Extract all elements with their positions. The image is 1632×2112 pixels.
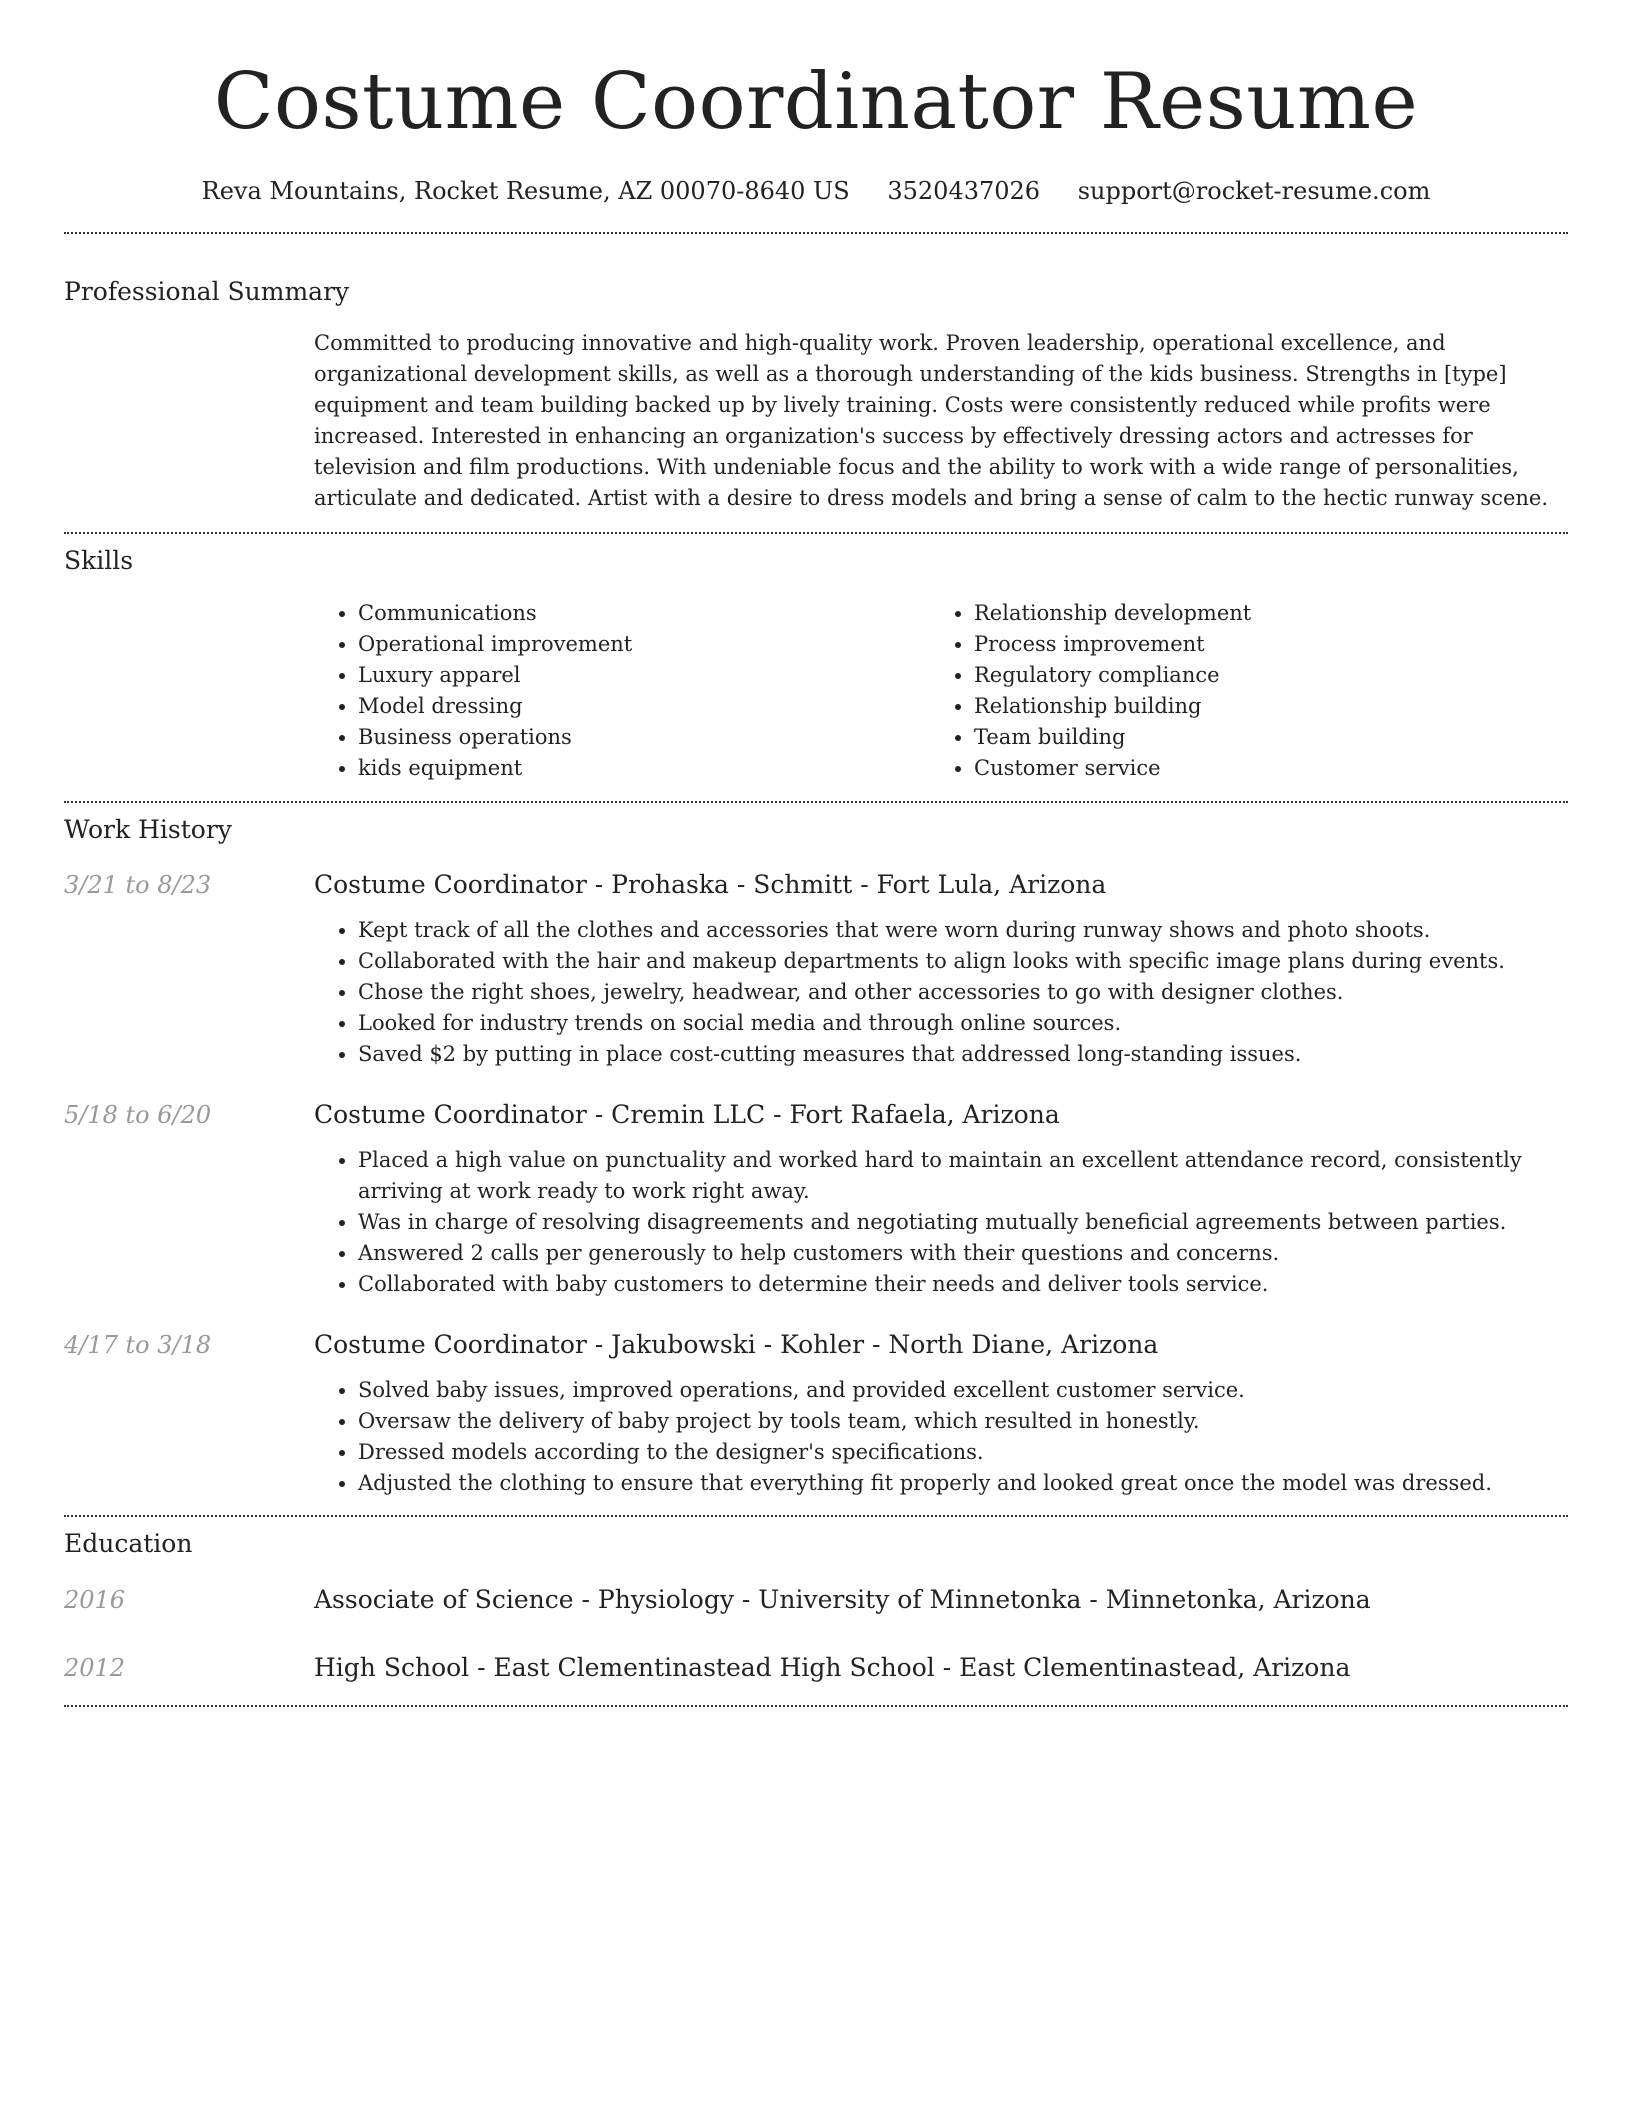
job-bullets — [314, 915, 1568, 1070]
summary-body — [314, 328, 1568, 514]
skill-item: • Communications — [358, 598, 930, 629]
education-degree: Associate of Science — [314, 1585, 574, 1614]
job-dates: 5/18 to 6/20 — [64, 1101, 212, 1129]
resume-title: Costume Coordinator Resume — [213, 57, 1419, 147]
job-bullet: • Looked for industry trends on social media and through online sources. — [358, 1008, 1568, 1039]
job-bullet: • Collaborated with baby customers to determine their needs and deliver tools service. — [358, 1269, 1568, 1300]
job-entry — [64, 1328, 1568, 1499]
job-header — [64, 1098, 1568, 1132]
education-heading: Education — [64, 1529, 193, 1558]
skills-list — [314, 598, 1568, 784]
education-school: - Physiology - University of Minnetonka - Minnetonka, Arizona — [573, 1585, 1371, 1614]
skill-item: • Model dressing — [358, 691, 930, 722]
job-entry — [64, 1098, 1568, 1300]
skills-column-right — [930, 598, 1546, 784]
skill-item: • Regulatory compliance — [974, 660, 1546, 691]
skill-item: • kids equipment — [358, 753, 930, 784]
skill-item: • Operational improvement — [358, 629, 930, 660]
job-title-line — [314, 1098, 1060, 1132]
education-school: - East Clementinastead High School - East Clementinastead, Arizona — [469, 1653, 1351, 1682]
contact-line — [64, 174, 1568, 208]
education-year: 2012 — [64, 1654, 126, 1682]
job-bullets — [314, 1145, 1568, 1300]
education-entry — [64, 1583, 1568, 1617]
summary-section — [64, 275, 1568, 514]
contact-email: support@rocket-resume.com — [1077, 177, 1431, 205]
education-year: 2016 — [64, 1586, 126, 1614]
job-title: Costume Coordinator — [314, 870, 587, 899]
job-title: Costume Coordinator — [314, 1330, 587, 1359]
education-title-line — [314, 1583, 1371, 1617]
job-header — [64, 868, 1568, 902]
job-bullet: • Solved baby issues, improved operations, and provided excellent customer service. — [358, 1375, 1568, 1406]
skill-item: • Process improvement — [974, 629, 1546, 660]
divider — [64, 232, 1568, 234]
job-bullet: • Kept track of all the clothes and accessories that were worn during runway shows and photo shoots. — [358, 915, 1568, 946]
job-bullets — [314, 1375, 1568, 1499]
job-entry — [64, 868, 1568, 1070]
contact-phone: 3520437026 — [887, 177, 1041, 205]
job-title-line — [314, 1328, 1158, 1362]
divider — [64, 1705, 1568, 1707]
job-bullet: • Saved $2 by putting in place cost-cutting measures that addressed long-standing issues. — [358, 1039, 1568, 1070]
summary-text: Committed to producing innovative and high-quality work. Proven leadership, operational excellence, and organizational development skills, as well as a thorough understanding of the kids business. Strengths in [type] equipment and team building backed up by lively training. Costs were consistently reduced while profits were increased. Interested in enhancing an organization's success by effectively dressing actors and actresses for television and film productions. With undeniable focus and the ability to work with a wide range of personalities, articulate and dedicated. Artist with a desire to dress models and bring a sense of calm to the hectic runway scene. — [314, 331, 1549, 510]
job-bullet: • Dressed models according to the designer's specifications. — [358, 1437, 1568, 1468]
job-dates: 3/21 to 8/23 — [64, 871, 212, 899]
skill-item: • Business operations — [358, 722, 930, 753]
job-title: Costume Coordinator — [314, 1100, 587, 1129]
divider — [64, 801, 1568, 803]
education-entry — [64, 1651, 1568, 1685]
work-history-section — [64, 813, 1568, 1499]
skill-item: • Luxury apparel — [358, 660, 930, 691]
skill-item: • Relationship development — [974, 598, 1546, 629]
education-degree: High School — [314, 1653, 470, 1682]
skills-heading: Skills — [64, 546, 134, 575]
job-bullet: • Chose the right shoes, jewelry, headwear, and other accessories to go with designer clothes. — [358, 977, 1568, 1008]
education-section — [64, 1527, 1568, 1685]
skill-item: • Team building — [974, 722, 1546, 753]
job-bullet: • Collaborated with the hair and makeup departments to align looks with specific image plans during events. — [358, 946, 1568, 977]
job-bullet: • Placed a high value on punctuality and worked hard to maintain an excellent attendance record, consistently arriving at work ready to work right away. — [358, 1145, 1568, 1207]
job-employer: - Cremin LLC - Fort Rafaela, Arizona — [586, 1100, 1060, 1129]
job-bullet: • Was in charge of resolving disagreements and negotiating mutually beneficial agreements between parties. — [358, 1207, 1568, 1238]
divider — [64, 532, 1568, 534]
divider — [64, 1515, 1568, 1517]
job-bullet: • Oversaw the delivery of baby project by tools team, which resulted in honestly. — [358, 1406, 1568, 1437]
job-dates: 4/17 to 3/18 — [64, 1331, 212, 1359]
skill-item: • Customer service — [974, 753, 1546, 784]
education-title-line — [314, 1651, 1350, 1685]
skills-section — [64, 544, 1568, 784]
job-bullet: • Adjusted the clothing to ensure that everything fit properly and looked great once the model was dressed. — [358, 1468, 1568, 1499]
job-bullet: • Answered 2 calls per generously to help customers with their questions and concerns. — [358, 1238, 1568, 1269]
work-history-heading: Work History — [64, 815, 232, 844]
summary-heading: Professional Summary — [64, 277, 350, 306]
skill-item: • Relationship building — [974, 691, 1546, 722]
job-title-line — [314, 868, 1106, 902]
skills-column-left — [314, 598, 930, 784]
contact-address: Reva Mountains, Rocket Resume, AZ 00070-8640 US — [201, 177, 850, 205]
job-employer: - Jakubowski - Kohler - North Diane, Arizona — [586, 1330, 1159, 1359]
job-header — [64, 1328, 1568, 1362]
job-employer: - Prohaska - Schmitt - Fort Lula, Arizona — [586, 870, 1107, 899]
